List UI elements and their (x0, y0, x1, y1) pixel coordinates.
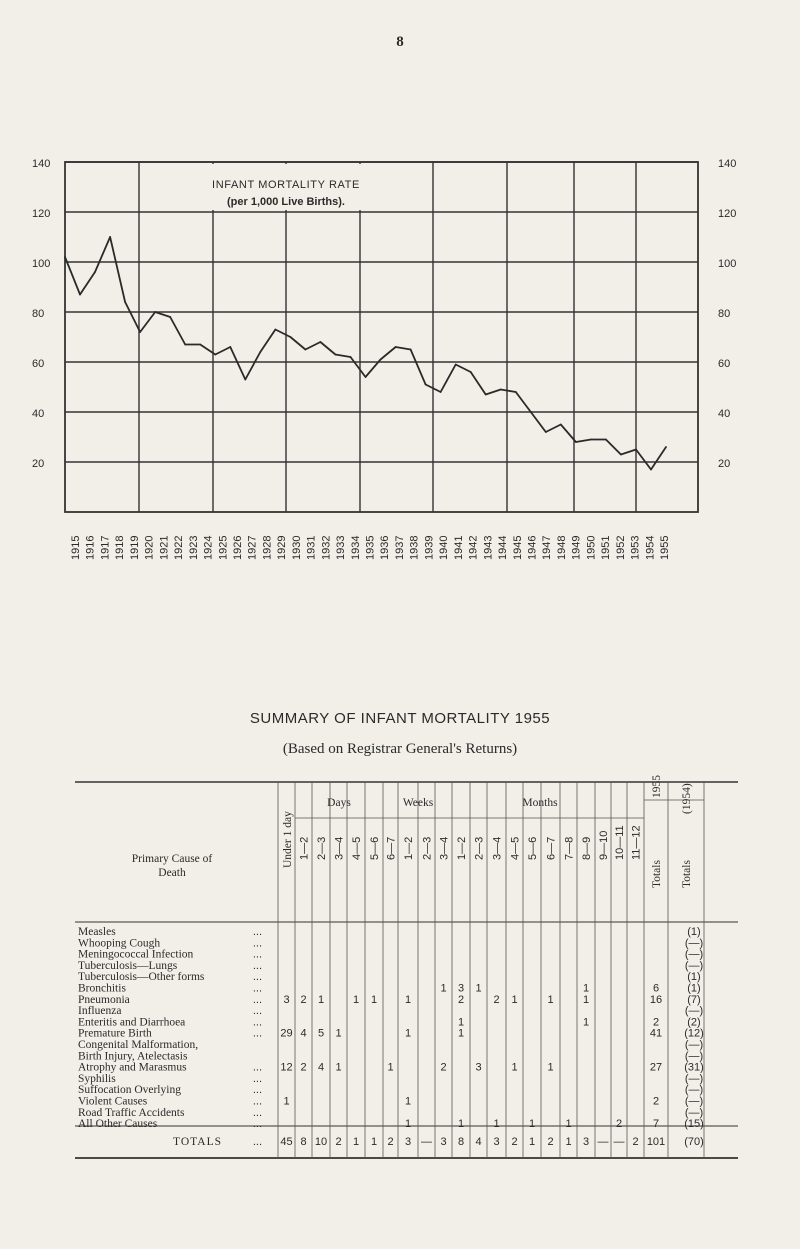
x-tick-label: 1942 (467, 535, 480, 560)
totals-cell: 45 (280, 1136, 293, 1148)
x-tick-label: 1935 (364, 535, 377, 560)
row-leader: ... (252, 926, 262, 938)
summary-title: SUMMARY OF INFANT MORTALITY 1955 (249, 710, 551, 727)
row-label: Whooping Cough (78, 937, 161, 950)
row-label: Birth Injury, Atelectasis (78, 1050, 188, 1063)
y-tick-label-right: 120 (718, 208, 737, 220)
cell-value: 1 (528, 1118, 536, 1131)
x-tick-label: 1939 (423, 535, 436, 560)
row-leader: ... (252, 959, 262, 972)
row-label: Meningococcal Infection (78, 948, 194, 961)
row-prev-total: (—) (684, 1005, 704, 1018)
subcol-label: 8—9 (581, 836, 593, 860)
cell-value: 2 (300, 1061, 307, 1074)
cell-value: 2 (457, 993, 465, 1006)
cell-value: 1 (565, 1118, 572, 1131)
y-tick-label-left: 140 (32, 158, 51, 170)
row-leader: ... (252, 1084, 262, 1097)
cell-value: 1 (404, 1095, 412, 1108)
y-tick-label-right: 60 (718, 358, 731, 370)
cell-value: 1 (317, 993, 325, 1006)
totals-cell: 2 (335, 1136, 342, 1148)
row-prev-total: (—) (684, 1106, 704, 1119)
cell-value: 3 (283, 993, 290, 1006)
subcol-label: 5—6 (369, 836, 381, 860)
cell-value: 1 (457, 1118, 465, 1131)
totals-cell: 3 (440, 1136, 447, 1148)
x-tick-label: 1953 (629, 535, 642, 560)
cell-value: 3 (475, 1061, 482, 1074)
x-tick-label: 1950 (585, 535, 598, 560)
row-leader: ... (252, 937, 262, 950)
totals-cell: 1 (352, 1136, 360, 1148)
head-cause-line2: Death (158, 867, 186, 879)
cell-value: 1 (370, 993, 378, 1006)
row-prev-total: (—) (684, 1072, 704, 1085)
row-prev-total: (2) (687, 1016, 701, 1029)
row-leader: ... (252, 1061, 262, 1074)
row-label: Premature Birth (78, 1027, 152, 1040)
totals-cell: 2 (511, 1136, 518, 1148)
row-prev-total: (1) (687, 971, 701, 984)
y-tick-label-left: 40 (32, 408, 45, 420)
totals-cell: 1 (370, 1136, 378, 1148)
row-leader: ... (252, 1005, 262, 1018)
row-total: 7 (652, 1118, 660, 1131)
row-prev-total: (7) (687, 993, 701, 1006)
x-tick-label: 1943 (482, 535, 495, 560)
chart-title: INFANT MORTALITY RATE (212, 179, 360, 191)
cell-value: 2 (615, 1118, 623, 1131)
x-tick-label: 1926 (231, 535, 244, 560)
x-tick-label: 1936 (379, 535, 392, 560)
row-leader: ... (252, 982, 262, 995)
cell-value: 1 (440, 982, 447, 995)
totals-leader: ... (252, 1136, 262, 1148)
row-total: 16 (649, 993, 663, 1006)
subcol-label: 6—7 (545, 836, 558, 860)
totals-cell: 4 (475, 1136, 482, 1148)
subcol-label: 2—3 (316, 836, 328, 860)
cell-value: 1 (457, 1027, 465, 1040)
cell-value: 12 (280, 1061, 293, 1074)
summary-subtitle: (Based on Registrar General's Returns) (282, 741, 518, 757)
x-tick-label: 1931 (305, 535, 318, 560)
cell-value: 1 (475, 982, 482, 995)
x-tick-label: 1949 (570, 535, 583, 560)
cell-value: 1 (404, 1118, 412, 1131)
head-months: Months (522, 797, 558, 809)
row-total: 41 (649, 1027, 663, 1040)
y-tick-label-left: 60 (32, 358, 45, 370)
y-tick-label-right: 80 (718, 308, 731, 320)
row-total: 2 (652, 1095, 660, 1108)
y-tick-label-right: 100 (718, 258, 737, 270)
cell-value: 1 (335, 1027, 342, 1040)
totals-cell: 3 (404, 1136, 412, 1148)
row-label: Enteritis and Diarrhoea (78, 1016, 186, 1029)
x-tick-label: 1928 (261, 535, 274, 560)
row-leader: ... (252, 948, 262, 961)
cell-value: 1 (493, 1118, 500, 1131)
subcol-label: 3—4 (438, 836, 451, 860)
x-tick-label: 1923 (187, 535, 200, 560)
cell-value: 1 (511, 993, 518, 1006)
cell-value: 1 (404, 993, 412, 1006)
cell-value: 1 (457, 1016, 465, 1029)
cell-value: 1 (547, 1061, 554, 1074)
x-tick-label: 1951 (600, 535, 613, 560)
row-label: Road Traffic Accidents (78, 1106, 185, 1119)
cell-value: 1 (582, 982, 590, 995)
x-tick-label: 1946 (526, 535, 539, 560)
totals-cell: 2 (387, 1136, 394, 1148)
page-number: 8 (396, 34, 404, 50)
x-tick-label: 1920 (143, 535, 156, 560)
row-label: Syphilis (78, 1072, 116, 1085)
x-tick-label: 1944 (497, 535, 510, 560)
cell-value: 4 (300, 1027, 307, 1040)
head-cause-line1: Primary Cause of (131, 853, 213, 865)
row-leader: ... (252, 1118, 262, 1131)
chart-subtitle: (per 1,000 Live Births). (227, 196, 345, 208)
row-leader: ... (252, 1027, 262, 1040)
totals-cell: 1 (528, 1136, 536, 1148)
row-label: Atrophy and Marasmus (78, 1061, 187, 1074)
totals-cell: 8 (457, 1136, 465, 1148)
row-prev-total: (1) (687, 926, 701, 938)
subcol-label: 7—8 (563, 836, 576, 860)
row-total: 6 (652, 982, 660, 995)
x-tick-label: 1954 (644, 535, 657, 560)
row-total: 27 (649, 1061, 663, 1074)
x-tick-label: 1918 (114, 535, 127, 560)
y-tick-label-left: 100 (32, 258, 51, 270)
subcol-label: 3—4 (333, 836, 346, 860)
row-leader: ... (252, 1095, 262, 1108)
cell-value: 1 (547, 993, 554, 1006)
cell-value: 1 (283, 1095, 290, 1108)
subcol-label: 1—2 (298, 836, 311, 860)
head-1955: 1955 (651, 775, 663, 798)
cell-value: 1 (582, 1016, 590, 1029)
row-label: Suffocation Overlying (78, 1084, 181, 1097)
row-total: 2 (652, 1016, 660, 1029)
subcol-label: 9—10 (598, 830, 610, 860)
cell-value: 4 (317, 1061, 325, 1074)
row-prev-total: (—) (684, 1050, 704, 1063)
totals-label: TOTALS (173, 1136, 222, 1148)
subcol-label: 2—3 (473, 836, 486, 860)
subcol-label: 4—5 (351, 836, 363, 860)
subcol-label: 10—11 (614, 825, 626, 860)
row-leader: ... (252, 1016, 262, 1029)
row-label: Pneumonia (78, 993, 130, 1006)
cell-value: 2 (493, 993, 500, 1006)
row-label: All Other Causes (78, 1118, 158, 1131)
cell-value: 1 (387, 1061, 394, 1074)
row-label: Influenza (78, 1005, 122, 1018)
subcol-label: 2—3 (421, 836, 434, 860)
y-tick-label-left: 20 (32, 458, 45, 470)
totals-cell: 1 (565, 1136, 572, 1148)
x-tick-label: 1941 (452, 535, 465, 560)
x-tick-label: 1930 (290, 535, 303, 560)
row-leader: ... (252, 971, 262, 984)
x-tick-label: 1932 (320, 535, 333, 560)
row-label: Bronchitis (78, 982, 126, 995)
totals-cell: 2 (547, 1136, 554, 1148)
head-totals-prev: Totals (681, 860, 693, 888)
totals-cell: 3 (493, 1136, 500, 1148)
x-tick-label: 1917 (99, 535, 112, 560)
row-prev-total: (—) (684, 1095, 704, 1108)
cell-value: 3 (457, 982, 465, 995)
x-tick-label: 1916 (84, 535, 97, 560)
cell-value: 1 (511, 1061, 518, 1074)
row-prev-total: (—) (684, 959, 704, 972)
totals-cell: 10 (314, 1136, 328, 1148)
subcol-label: 3—4 (491, 836, 504, 860)
x-tick-label: 1927 (246, 535, 259, 560)
cell-value: 1 (404, 1027, 412, 1040)
x-tick-label: 1924 (202, 535, 215, 560)
cell-value: 1 (352, 993, 360, 1006)
y-tick-label-right: 140 (718, 158, 737, 170)
x-tick-label: 1934 (349, 535, 362, 560)
y-tick-label-right: 40 (718, 408, 731, 420)
subcol-label: 5—6 (527, 836, 539, 860)
x-tick-label: 1915 (70, 535, 82, 560)
x-tick-label: 1938 (408, 535, 421, 560)
row-prev-total: (1) (687, 982, 701, 995)
subcol-label: 1—2 (403, 836, 415, 860)
subcol-label: 1—2 (456, 836, 468, 860)
subcol-label: 6—7 (385, 836, 398, 860)
cell-value: 5 (317, 1027, 325, 1040)
row-prev-total: (31) (684, 1061, 704, 1074)
y-tick-label-left: 80 (32, 308, 45, 320)
totals-cell: 8 (300, 1136, 307, 1148)
row-prev-total: (—) (684, 948, 704, 961)
cell-value: 1 (335, 1061, 342, 1074)
totals-prev: (70) (684, 1136, 704, 1148)
totals-cell: — (613, 1136, 625, 1148)
cell-value: 1 (582, 993, 590, 1006)
x-tick-label: 1929 (276, 535, 289, 560)
row-label: Tuberculosis—Lungs (78, 959, 178, 972)
x-tick-label: 1921 (158, 535, 171, 560)
head-under1day: Under 1 day (282, 811, 294, 868)
row-leader: ... (252, 1106, 262, 1119)
row-prev-total: (—) (684, 1084, 704, 1097)
row-label: Tuberculosis—Other forms (78, 971, 205, 984)
head-totals: Totals (651, 860, 663, 888)
x-tick-label: 1940 (438, 535, 451, 560)
cell-value: 2 (440, 1061, 447, 1074)
x-tick-label: 1922 (173, 535, 186, 560)
row-label: Violent Causes (78, 1095, 148, 1108)
totals-cell: — (597, 1136, 609, 1148)
x-tick-label: 1933 (335, 535, 348, 560)
row-label: Congenital Malformation, (78, 1039, 199, 1051)
row-prev-total: (—) (684, 1039, 704, 1051)
row-prev-total: (15) (684, 1118, 704, 1131)
totals-cell: 2 (632, 1136, 639, 1148)
y-tick-label-right: 20 (718, 458, 731, 470)
x-tick-label: 1948 (555, 535, 568, 560)
x-tick-label: 1925 (217, 535, 230, 560)
totals-cell: 3 (582, 1136, 590, 1148)
row-label: Measles (78, 926, 116, 938)
x-tick-label: 1937 (393, 535, 406, 560)
row-leader: ... (252, 993, 262, 1006)
subcol-label: 11—12 (630, 825, 643, 860)
row-prev-total: (12) (684, 1027, 704, 1040)
head-weeks: Weeks (402, 797, 434, 809)
head-1954: (1954) (681, 783, 693, 814)
row-prev-total: (—) (684, 937, 704, 950)
x-tick-label: 1952 (614, 535, 627, 560)
row-leader: ... (252, 1072, 262, 1085)
cell-value: 29 (280, 1027, 293, 1040)
x-tick-label: 1947 (541, 535, 554, 560)
y-tick-label-left: 120 (32, 208, 51, 220)
totals-cell: — (421, 1136, 432, 1148)
x-tick-label: 1919 (128, 535, 141, 560)
x-tick-label: 1945 (511, 535, 524, 560)
cell-value: 2 (300, 993, 307, 1006)
head-days: Days (327, 797, 351, 809)
x-tick-label: 1955 (659, 535, 671, 560)
totals-grand: 101 (646, 1136, 666, 1148)
subcol-label: 4—5 (509, 836, 522, 860)
